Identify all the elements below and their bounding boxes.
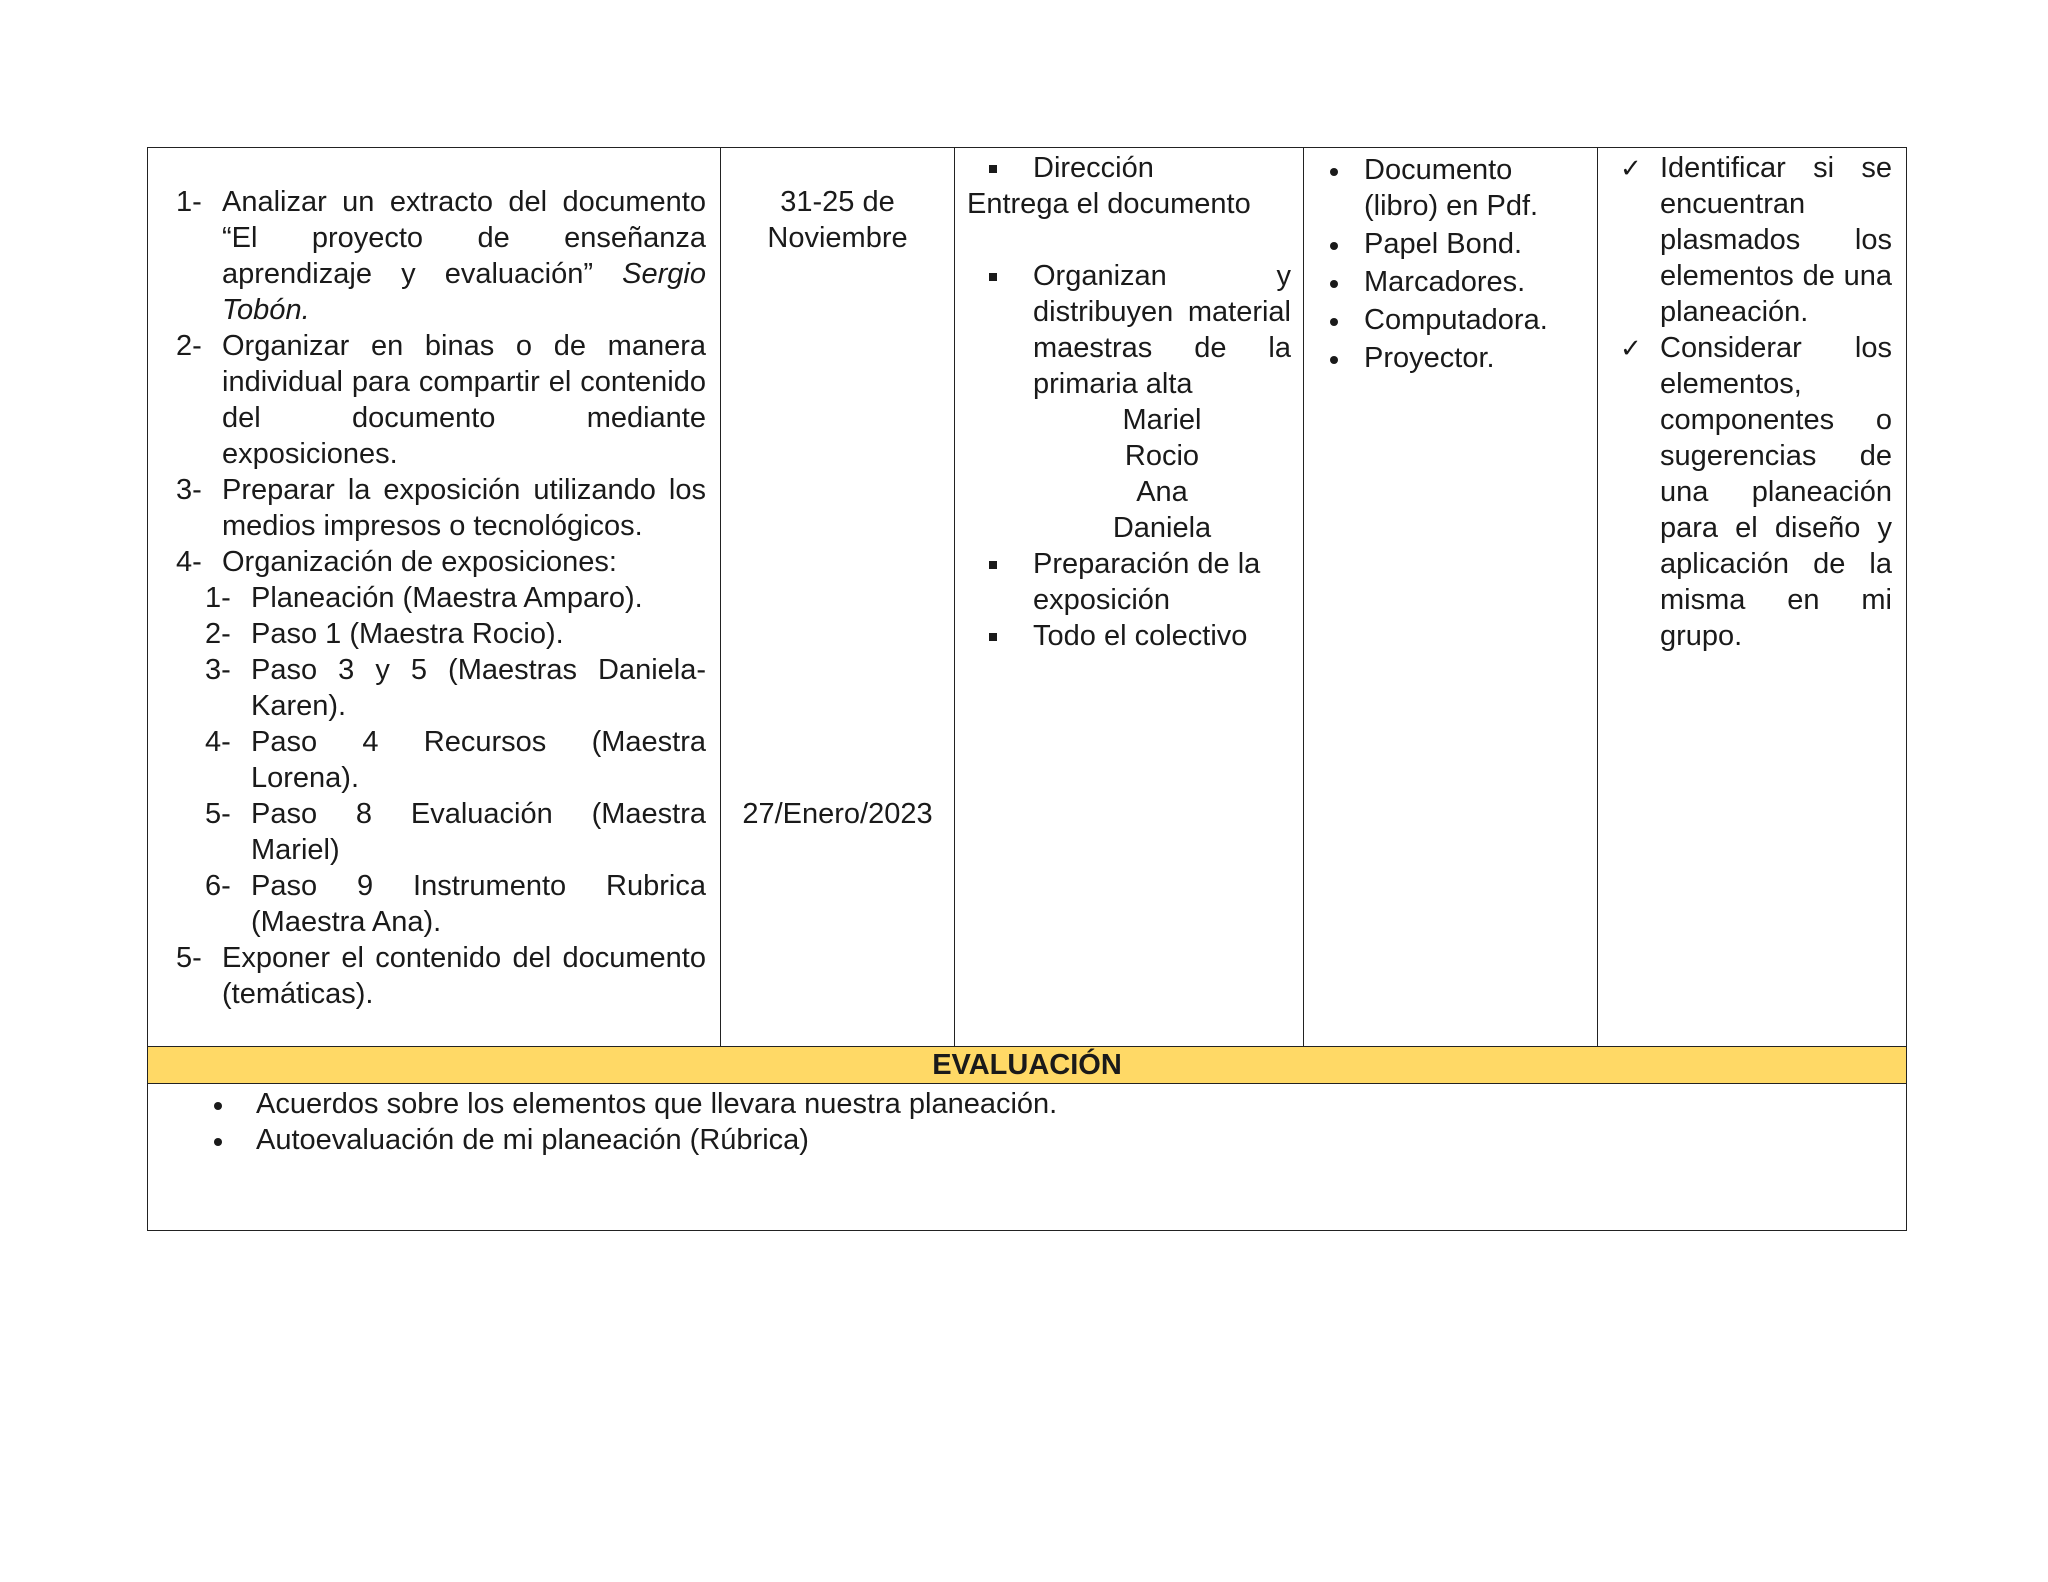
square-bullet-icon bbox=[989, 561, 997, 569]
sub-activity-number: 5- bbox=[205, 798, 231, 830]
activity-text: Exponer el contenido del documento (temáticas). bbox=[222, 942, 706, 1010]
sub-activity-text: Paso 1 (Maestra Rocio). bbox=[251, 618, 564, 650]
bullet-icon bbox=[1330, 168, 1338, 176]
activity-text: Analizar un extracto del documento “El proyecto de enseñanza aprendizaje y evaluación” bbox=[222, 186, 706, 290]
sub-activity-text: Paso 9 Instrumento Rubrica (Maestra Ana). bbox=[251, 870, 706, 938]
sub-activity-item bbox=[205, 616, 706, 652]
responsable-text: Dirección bbox=[1033, 152, 1154, 184]
teacher-name: Mariel bbox=[1122, 404, 1202, 436]
material-text: Marcadores. bbox=[1364, 266, 1526, 298]
material-text: Proyector. bbox=[1364, 342, 1495, 374]
activity-number: 2- bbox=[176, 330, 202, 362]
materiales-cell bbox=[1304, 148, 1598, 1047]
activity-number: 3- bbox=[176, 474, 202, 506]
responsable-text: Organizan y distribuyen material maestras de la primaria alta bbox=[1033, 260, 1291, 400]
sub-activity-number: 2- bbox=[205, 618, 231, 650]
evaluacion-body-cell bbox=[148, 1084, 1907, 1231]
responsable-item bbox=[967, 618, 1291, 654]
evaluacion-item bbox=[210, 1122, 1906, 1158]
responsable-item bbox=[967, 258, 1291, 402]
sub-activity-number: 1- bbox=[205, 582, 231, 614]
bullet-icon bbox=[1330, 242, 1338, 250]
dates-block bbox=[721, 148, 954, 832]
square-bullet-icon bbox=[989, 273, 997, 281]
material-item bbox=[1316, 226, 1589, 262]
sub-activity-item bbox=[205, 724, 706, 796]
sub-activity-text: Planeación (Maestra Amparo). bbox=[251, 582, 643, 614]
activity-number: 5- bbox=[176, 942, 202, 974]
criteria-text: Considerar los elementos, componentes o sugerencias de una planeación para el diseño y aplicación de la misma en mi grupo. bbox=[1660, 332, 1892, 652]
bullet-icon bbox=[1330, 356, 1338, 364]
responsable-text: Preparación de la exposición bbox=[1033, 548, 1261, 616]
sub-activity-number: 3- bbox=[205, 654, 231, 686]
activities-list bbox=[176, 184, 706, 1012]
evaluacion-heading: EVALUACIÓN bbox=[148, 1047, 1907, 1084]
teacher-name: Daniela bbox=[1112, 512, 1212, 544]
material-item bbox=[1316, 340, 1589, 376]
square-bullet-icon bbox=[989, 165, 997, 173]
materiales-list bbox=[1304, 148, 1597, 376]
checkmark-icon: ✓ bbox=[1620, 333, 1642, 363]
dates-cell bbox=[721, 148, 955, 1047]
sub-activity-item bbox=[205, 652, 706, 724]
sub-activity-number: 6- bbox=[205, 870, 231, 902]
activity-item bbox=[176, 940, 706, 1012]
responsable-text: Todo el colectivo bbox=[1033, 620, 1248, 652]
responsable-line: Entrega el documento bbox=[967, 188, 1251, 220]
evaluacion-body-row bbox=[148, 1084, 1907, 1231]
activities-cell bbox=[148, 148, 721, 1047]
criteria-item bbox=[1612, 330, 1892, 654]
activity-text: Preparar la exposición utilizando los medios impresos o tecnológicos. bbox=[222, 474, 706, 542]
sub-activity-text: Paso 8 Evaluación (Maestra Mariel) bbox=[251, 798, 706, 866]
sub-activities-container bbox=[176, 580, 706, 940]
bullet-icon bbox=[1330, 318, 1338, 326]
teacher-name: Ana bbox=[1136, 476, 1188, 508]
planning-table bbox=[147, 147, 1907, 1231]
material-item bbox=[1316, 152, 1589, 224]
bullet-icon bbox=[214, 1102, 222, 1110]
checkmark-icon: ✓ bbox=[1620, 153, 1642, 183]
evaluacion-item bbox=[210, 1086, 1906, 1122]
criteria-list bbox=[1598, 148, 1906, 654]
responsable-item bbox=[967, 546, 1291, 618]
activity-item bbox=[176, 328, 706, 472]
evaluacion-text: Acuerdos sobre los elementos que llevara nuestra planeación. bbox=[256, 1088, 1058, 1120]
activity-number: 4- bbox=[176, 546, 202, 578]
activities-row bbox=[148, 148, 1907, 1047]
evaluacion-criteria-cell bbox=[1598, 148, 1907, 1047]
material-item bbox=[1316, 302, 1589, 338]
responsables-block bbox=[955, 148, 1303, 654]
sub-activities-list bbox=[176, 580, 706, 940]
date-range: 31-25 de Noviembre bbox=[767, 186, 908, 254]
activity-item bbox=[176, 472, 706, 544]
evaluacion-text: Autoevaluación de mi planeación (Rúbrica) bbox=[256, 1124, 809, 1156]
sub-activity-text: Paso 3 y 5 (Maestras Daniela-Karen). bbox=[251, 654, 706, 722]
activity-number: 1- bbox=[176, 186, 202, 218]
teacher-name: Rocio bbox=[1124, 440, 1200, 472]
sub-activity-item bbox=[205, 868, 706, 940]
material-text: Documento (libro) en Pdf. bbox=[1364, 154, 1539, 222]
responsable-item bbox=[967, 150, 1291, 186]
bullet-icon bbox=[1330, 280, 1338, 288]
activity-author: Sergio Tobón. bbox=[222, 258, 706, 326]
sub-activity-number: 4- bbox=[205, 726, 231, 758]
material-item bbox=[1316, 264, 1589, 300]
material-text: Papel Bond. bbox=[1364, 228, 1523, 260]
sub-activity-text: Paso 4 Recursos (Maestra Lorena). bbox=[251, 726, 706, 794]
activity-text: Organización de exposiciones: bbox=[222, 546, 617, 578]
evaluacion-list bbox=[148, 1086, 1906, 1158]
activity-text: Organizar en binas o de manera individual para compartir el contenido del documento mediante exposiciones. bbox=[222, 330, 706, 470]
criteria-item bbox=[1612, 150, 1892, 330]
evaluacion-header-row bbox=[148, 1047, 1907, 1084]
criteria-text: Identificar si se encuentran plasmados los elementos de una planeación. bbox=[1660, 152, 1892, 328]
sub-activity-item bbox=[205, 796, 706, 868]
spacer bbox=[967, 222, 1291, 258]
bullet-icon bbox=[214, 1138, 222, 1146]
material-text: Computadora. bbox=[1364, 304, 1548, 336]
responsables-cell bbox=[955, 148, 1304, 1047]
square-bullet-icon bbox=[989, 633, 997, 641]
date-single: 27/Enero/2023 bbox=[742, 798, 933, 830]
activity-item bbox=[176, 184, 706, 328]
activity-item bbox=[176, 544, 706, 580]
sub-activity-item bbox=[205, 580, 706, 616]
